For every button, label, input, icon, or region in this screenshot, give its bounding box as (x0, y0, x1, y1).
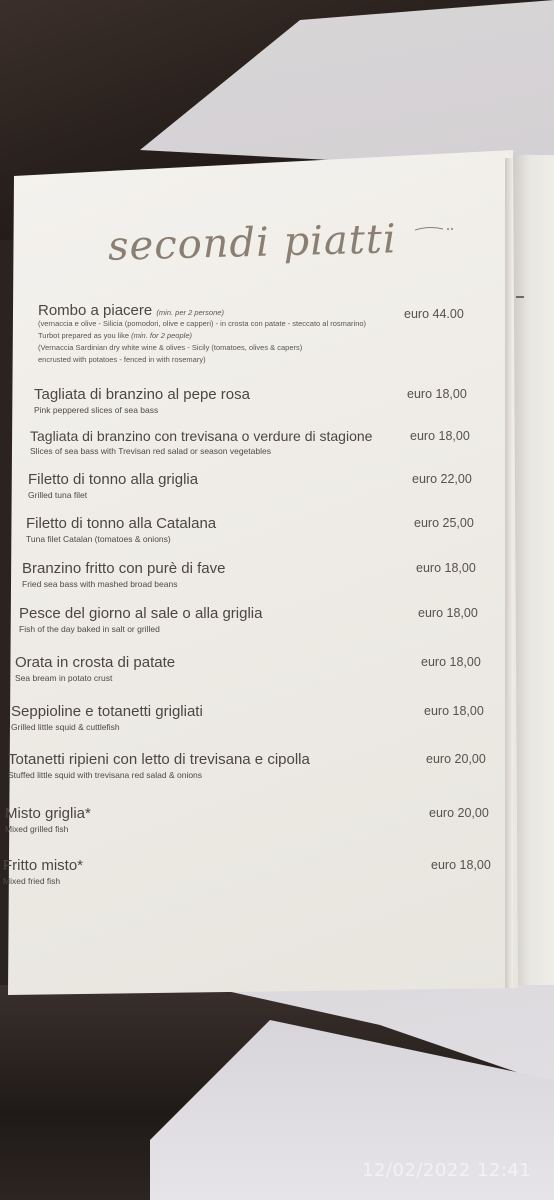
menu-item-name: Fritto misto* (3, 857, 84, 874)
menu-item-price: euro 18,00 (418, 606, 478, 620)
title-flourish-icon (415, 224, 455, 234)
menu-item (15, 654, 481, 683)
menu-item (8, 751, 486, 780)
menu-item-price: euro 18,00 (416, 561, 476, 575)
menu-item (11, 703, 484, 732)
menu-item-description: Fish of the day baked in salt or grilled (19, 624, 160, 634)
menu-item-price: euro 18,00 (421, 655, 481, 669)
menu-page-crease (505, 158, 513, 988)
menu-item-name: Filetto di tonno alla Catalana (26, 515, 217, 532)
menu-item-name: Pesce del giorno al sale o alla griglia (19, 605, 263, 622)
menu-item (5, 805, 489, 834)
menu-item-english-detail: (Vernaccia Sardinian dry white wine & olives - Sicily (tomatoes, olives & capers) (38, 343, 303, 352)
menu-item (19, 605, 478, 634)
menu-item (3, 857, 491, 886)
menu-item-name: Totanetti ripieni con letto di trevisana e cipolla (8, 751, 310, 768)
menu-item (34, 386, 467, 415)
menu-item-name: Filetto di tonno alla griglia (28, 471, 199, 488)
menu-item-english-name-line (38, 331, 478, 340)
menu-item (30, 428, 470, 456)
menu-item-english-detail-2: encrusted with potatoes - fenced in with rosemary) (38, 355, 206, 364)
menu-item-description: Tuna filet Catalan (tomatoes & onions) (26, 534, 171, 544)
menu-item-description: Sea bream in potato crust (15, 673, 113, 683)
menu-item-description: Mixed grilled fish (5, 824, 69, 834)
menu-item-price: euro 18,00 (431, 858, 491, 872)
menu-item-description: Grilled little squid & cuttlefish (11, 722, 120, 732)
menu-item-price: euro 25,00 (414, 516, 474, 530)
menu-item (28, 471, 472, 500)
section-title: secondi piatti (107, 216, 398, 270)
menu-item-english-note: (min. for 2 people) (131, 331, 192, 340)
photo-timestamp: 12/02/2022 12:41 (362, 1160, 532, 1181)
menu-right-page-edge (512, 155, 554, 986)
menu-item-name: Branzino fritto con purè di fave (22, 560, 226, 577)
menu-item-description: Grilled tuna filet (28, 490, 88, 500)
menu-item-english-name: Turbot prepared as you like (38, 331, 130, 340)
menu-item-name: Tagliata di branzino al pepe rosa (34, 386, 250, 403)
menu-item-name: Seppioline e totanetti grigliati (11, 703, 203, 720)
menu-item-note: (min. per 2 persone) (156, 308, 224, 317)
menu-item-name: Rombo a piacere (38, 302, 153, 319)
menu-item-name: Orata in crosta di patate (15, 654, 176, 671)
menu-item-description: Pink peppered slices of sea bass (34, 405, 159, 415)
menu-item-price: euro 18,00 (407, 387, 467, 401)
menu-item-description: Slices of sea bass with Trevisan red salad or season vegetables (30, 446, 271, 456)
menu-item (26, 515, 474, 544)
menu-item-description: Stuffed little squid with trevisana red salad & onions (8, 770, 203, 780)
menu-item-name: Tagliata di branzino con trevisana o verdure di stagione (30, 428, 373, 444)
menu-item-price: euro 18,00 (410, 429, 470, 443)
menu-item-italian-detail: (vernaccia e olive - Silicia (pomodori, olive e capperi) - in crosta con patate - steccato al rosmarino) (38, 319, 367, 328)
menu-item-price: euro 44.00 (404, 307, 464, 321)
menu-item-description: Mixed fried fish (3, 876, 61, 886)
menu-item-price: euro 20,00 (426, 752, 486, 766)
menu-item (22, 560, 476, 589)
menu-item-price: euro 22,00 (412, 472, 472, 486)
menu-item-price: euro 20,00 (429, 806, 489, 820)
menu-item-rombo (38, 302, 478, 364)
menu-item-price: euro 18,00 (424, 704, 484, 718)
menu-item-description: Fried sea bass with mashed broad beans (22, 579, 178, 589)
page-dash-mark (516, 296, 524, 298)
menu-item-name: Misto griglia* (5, 805, 91, 822)
